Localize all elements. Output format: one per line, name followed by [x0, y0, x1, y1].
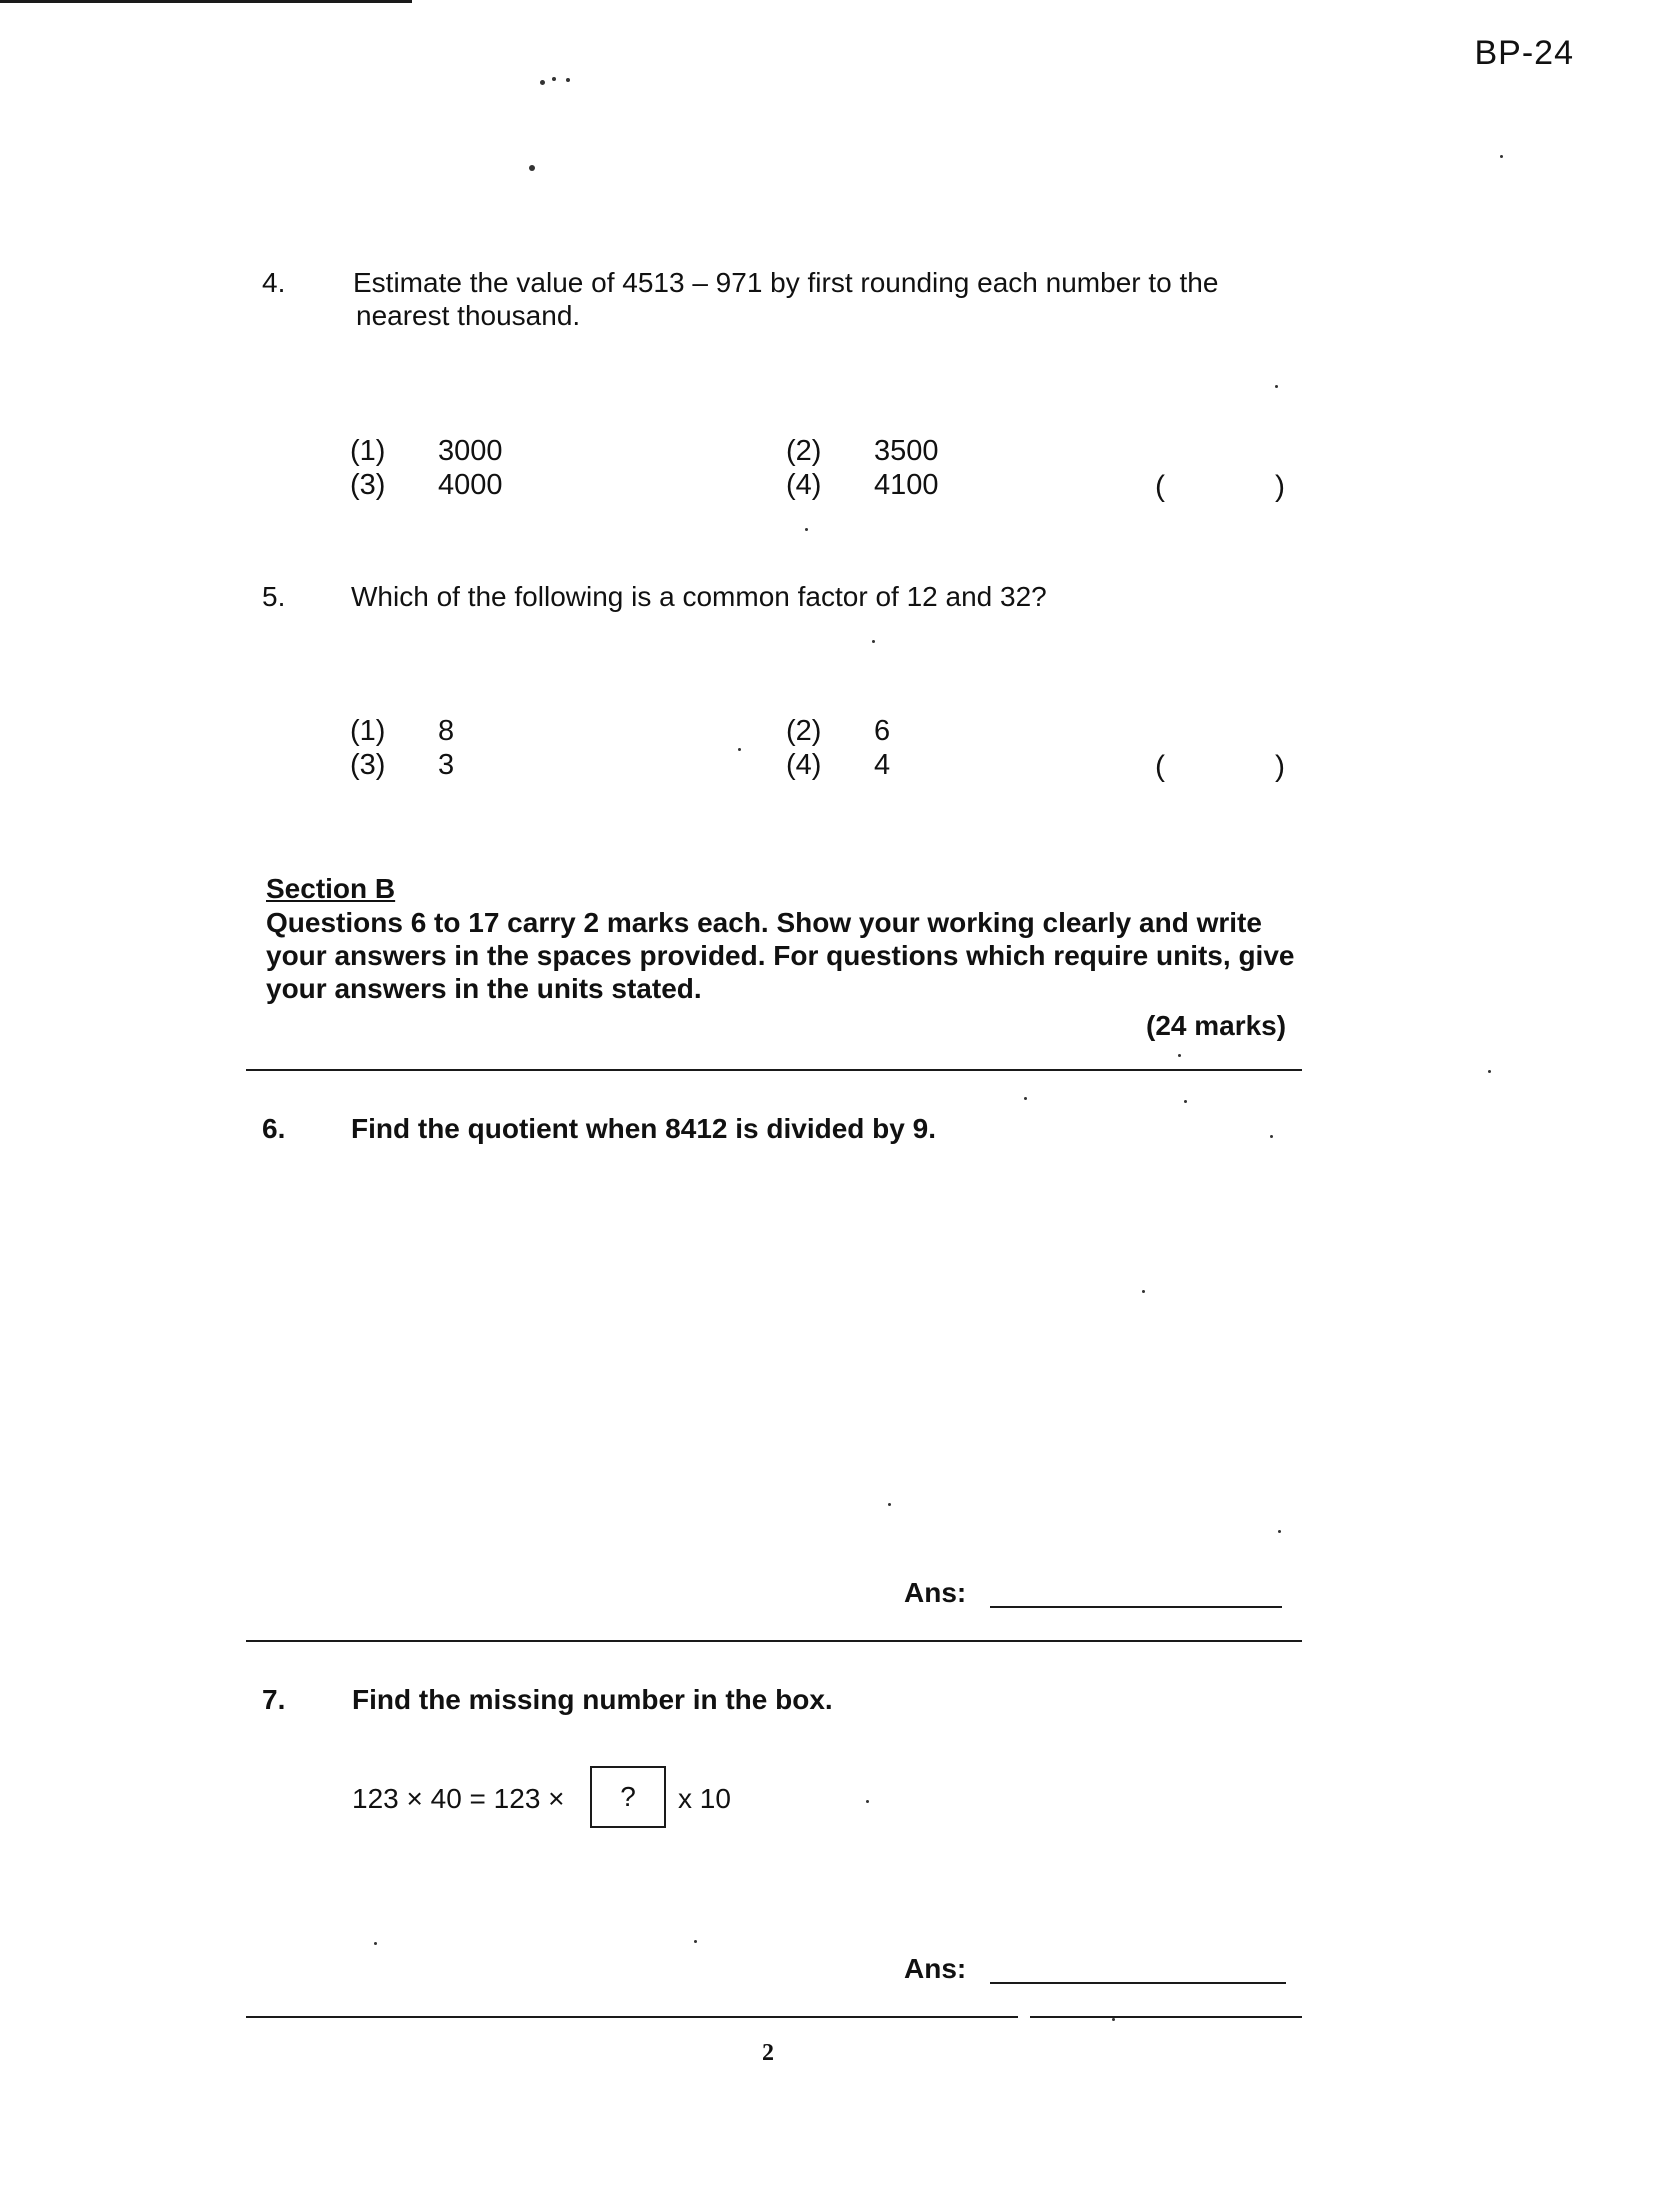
q4-answer-bracket-open[interactable]: (	[1155, 470, 1165, 503]
scan-speck	[805, 528, 808, 531]
q4-option-2-value: 3500	[874, 435, 939, 467]
q4-option-4-value: 4100	[874, 469, 939, 501]
scan-speck	[1178, 1054, 1181, 1057]
page-code: BP-24	[1474, 34, 1574, 72]
section-b-instructions-line3: your answers in the units stated.	[266, 973, 702, 1004]
scan-speck	[872, 640, 875, 643]
q7-answer-line[interactable]	[990, 1982, 1286, 1984]
scan-speck	[888, 1503, 891, 1506]
q7-divider-left	[246, 2016, 1018, 2018]
q7-text: Find the missing number in the box.	[352, 1684, 833, 1715]
top-left-rule	[0, 0, 412, 3]
q5-answer-bracket-close[interactable]: )	[1275, 750, 1285, 783]
q4-option-1-value: 3000	[438, 435, 503, 467]
scan-speck	[1142, 1290, 1145, 1293]
section-b-marks: (24 marks)	[1146, 1010, 1287, 1041]
scan-speck	[540, 80, 545, 85]
section-b-divider	[246, 1069, 1302, 1071]
q5-text: Which of the following is a common factor of 12 and 32?	[351, 581, 1047, 612]
q4-answer-bracket-close[interactable]: )	[1275, 470, 1285, 503]
scan-speck	[529, 165, 535, 171]
scan-speck	[552, 77, 556, 81]
q5-option-2-value: 6	[874, 715, 891, 747]
scan-speck	[1500, 155, 1503, 158]
q4-text-line2: nearest thousand.	[356, 300, 581, 331]
q7-number: 7.	[262, 1684, 286, 1715]
q6-text: Find the quotient when 8412 is divided by 9.	[351, 1113, 936, 1144]
scan-speck	[1488, 1070, 1491, 1073]
q5-option-3-value: 3	[438, 749, 455, 781]
q4-text-line1: Estimate the value of 4513 – 971 by first rounding each number to the	[353, 267, 1219, 298]
q7-missing-number-box[interactable]: ?	[590, 1766, 666, 1828]
q5-option-1-label: (1)	[350, 715, 386, 747]
section-b-instructions-line2: your answers in the spaces provided. For questions which require units, give	[266, 940, 1295, 971]
scan-speck	[1112, 2018, 1115, 2021]
scan-speck	[566, 78, 570, 82]
q4-option-2-label: (2)	[786, 435, 822, 467]
scan-speck	[694, 1940, 697, 1943]
q5-option-1-value: 8	[438, 715, 455, 747]
scan-speck	[374, 1942, 377, 1945]
q5-option-3-label: (3)	[350, 749, 386, 781]
scan-speck	[866, 1800, 869, 1803]
q6-divider	[246, 1640, 1302, 1642]
q7-equation-right: x 10	[678, 1783, 731, 1814]
q4-option-3-value: 4000	[438, 469, 503, 501]
q6-answer-line[interactable]	[990, 1606, 1282, 1608]
scan-speck	[738, 748, 741, 751]
q4-option-1-label: (1)	[350, 435, 386, 467]
q6-number: 6.	[262, 1113, 286, 1144]
q7-divider-right	[1030, 2016, 1302, 2018]
q7-equation-left: 123 × 40 = 123 ×	[352, 1783, 565, 1814]
q5-option-4-value: 4	[874, 749, 891, 781]
scan-speck	[1275, 385, 1278, 388]
q5-option-4-label: (4)	[786, 749, 822, 781]
q4-option-3-label: (3)	[350, 469, 386, 501]
q4-number: 4.	[262, 267, 286, 298]
q6-answer-label: Ans:	[904, 1577, 967, 1608]
q5-number: 5.	[262, 581, 286, 612]
scan-speck	[1278, 1530, 1281, 1533]
q7-answer-label: Ans:	[904, 1953, 967, 1984]
q5-option-2-label: (2)	[786, 715, 822, 747]
scan-speck	[1024, 1097, 1027, 1100]
q5-answer-bracket-open[interactable]: (	[1155, 750, 1165, 783]
section-b-instructions-line1: Questions 6 to 17 carry 2 marks each. Show your working clearly and write	[266, 907, 1262, 938]
page-number: 2	[762, 2040, 774, 2066]
section-b-title: Section B	[266, 873, 396, 904]
q4-option-4-label: (4)	[786, 469, 822, 501]
scan-speck	[1270, 1135, 1273, 1138]
scan-speck	[1184, 1100, 1187, 1103]
